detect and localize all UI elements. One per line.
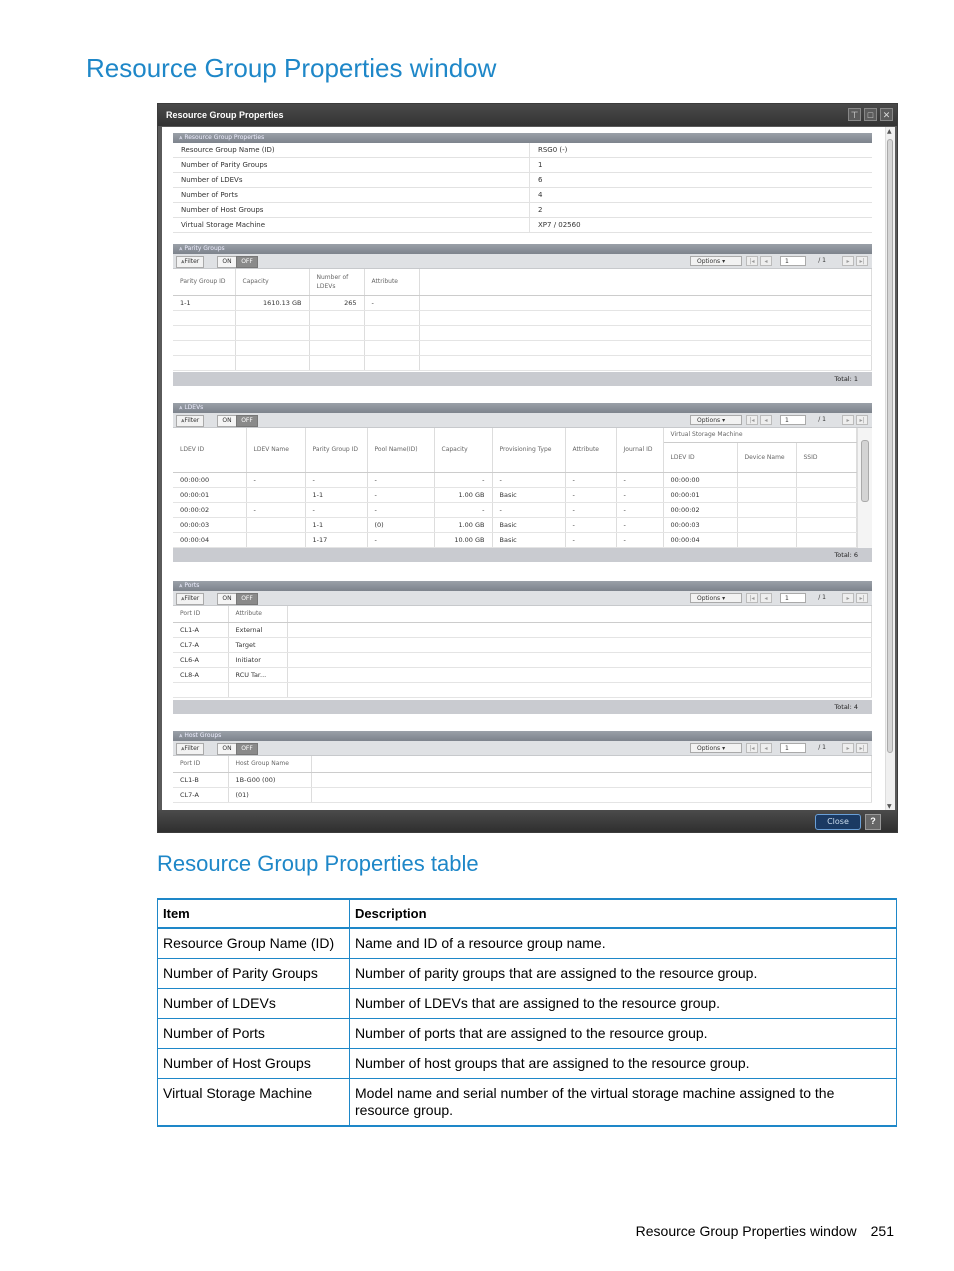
table-cell: - [367, 472, 434, 487]
filter-icon: ⩓ [181, 595, 185, 602]
page-number-input[interactable]: 1 [780, 743, 806, 753]
table-cell: CL1-A [173, 622, 228, 637]
filter-off-toggle[interactable]: OFF [236, 415, 258, 427]
page-number-input[interactable]: 1 [780, 593, 806, 603]
scroll-thumb[interactable] [887, 139, 893, 753]
table-row[interactable] [173, 532, 857, 547]
ldevs-scrollbar[interactable] [857, 428, 872, 548]
options-dropdown[interactable]: Options ▾ [690, 593, 742, 603]
first-page-icon[interactable]: |◂ [746, 415, 758, 425]
table-cell: 00:00:03 [663, 517, 737, 532]
table-row[interactable] [173, 637, 872, 652]
item-cell: Number of LDEVs [158, 989, 350, 1019]
property-value: 6 [530, 173, 873, 188]
window-scrollbar[interactable] [885, 127, 895, 811]
close-icon[interactable]: ✕ [880, 108, 893, 121]
property-row [173, 203, 872, 218]
empty-row [173, 325, 872, 340]
table-cell: - [434, 502, 492, 517]
page-number-input[interactable]: 1 [780, 256, 806, 266]
column-header[interactable]: LDEV Name [246, 428, 305, 472]
filter-button[interactable]: ⩓Filter [176, 256, 204, 268]
page-number-input[interactable]: 1 [780, 415, 806, 425]
column-header[interactable]: Parity Group ID [305, 428, 367, 472]
column-header[interactable]: Port ID [173, 606, 228, 622]
table-cell: Target [228, 637, 287, 652]
filter-off-toggle[interactable]: OFF [236, 593, 258, 605]
scroll-up-icon[interactable]: ▲ [887, 128, 892, 135]
options-dropdown[interactable]: Options ▾ [690, 256, 742, 266]
property-value: 1 [530, 158, 873, 173]
column-header[interactable]: Device Name [737, 442, 796, 472]
properties-description-table [157, 898, 897, 1127]
collapse-icon: ⩓ [179, 582, 183, 589]
filter-button[interactable]: ⩓Filter [176, 415, 204, 427]
table-cell: Basic [492, 532, 565, 547]
filter-on-toggle[interactable]: ON [217, 593, 237, 605]
table-cell: - [367, 532, 434, 547]
parity-groups-table [173, 269, 872, 371]
table-cell: - [616, 487, 663, 502]
column-header[interactable]: Parity Group ID [173, 269, 235, 295]
column-header[interactable]: Number of LDEVs [309, 269, 364, 295]
column-header[interactable]: SSID [796, 442, 857, 472]
page-footer [636, 1223, 894, 1239]
collapse-icon: ⩓ [179, 245, 183, 252]
first-page-icon[interactable]: |◂ [746, 256, 758, 266]
table-cell: - [305, 502, 367, 517]
property-row [173, 173, 872, 188]
next-page-icon[interactable]: ▸ [842, 415, 854, 425]
chevron-down-icon: ▾ [722, 595, 726, 602]
ldevs-table [173, 428, 857, 548]
chevron-down-icon: ▾ [722, 258, 726, 265]
scroll-thumb[interactable] [861, 440, 869, 502]
host-groups-table [173, 756, 872, 803]
table-row [158, 1049, 897, 1079]
column-header[interactable]: Capacity [434, 428, 492, 472]
parity-groups-total: Total: 1 [173, 372, 872, 386]
next-page-icon[interactable]: ▸ [842, 743, 854, 753]
options-dropdown[interactable]: Options ▾ [690, 743, 742, 753]
table-cell [796, 472, 857, 487]
item-cell: Virtual Storage Machine [158, 1079, 350, 1127]
property-label: Number of Ports [173, 188, 530, 203]
table-cell: - [616, 532, 663, 547]
ports-toolbar [173, 591, 872, 606]
table-cell: 00:00:00 [173, 472, 246, 487]
next-page-icon[interactable]: ▸ [842, 593, 854, 603]
table-row [158, 959, 897, 989]
table-cell: 1-17 [305, 532, 367, 547]
table-cell: - [565, 517, 616, 532]
pin-icon[interactable]: ⊤ [848, 108, 861, 121]
filter-button[interactable]: ⩓Filter [176, 593, 204, 605]
collapse-icon: ⩓ [179, 732, 183, 739]
table-cell [737, 502, 796, 517]
table-cell: 00:00:04 [663, 532, 737, 547]
prev-page-icon[interactable]: ◂ [760, 256, 772, 266]
table-cell [246, 532, 305, 547]
description-cell: Model name and serial number of the virtual storage machine assigned to the resource group. [350, 1079, 897, 1127]
table-cell: - [434, 472, 492, 487]
table-cell: 00:00:01 [173, 487, 246, 502]
table-row [158, 1019, 897, 1049]
table-cell: Basic [492, 487, 565, 502]
property-value: XP7 / 02560 [530, 218, 873, 233]
table-row[interactable] [173, 472, 857, 487]
properties-section [173, 133, 872, 233]
table-cell: Basic [492, 517, 565, 532]
table-row [158, 1079, 897, 1127]
table-cell: External [228, 622, 287, 637]
filter-icon: ⩓ [181, 745, 185, 752]
column-header[interactable]: Port ID [173, 756, 228, 772]
table-cell: CL7-A [173, 787, 228, 802]
table-cell: - [616, 517, 663, 532]
ldevs-toolbar [173, 413, 872, 428]
table-cell: (0) [367, 517, 434, 532]
table-cell: - [565, 472, 616, 487]
prev-page-icon[interactable]: ◂ [760, 743, 772, 753]
filter-on-toggle[interactable]: ON [217, 743, 237, 755]
table-cell [311, 772, 872, 787]
property-label: Number of Host Groups [173, 203, 530, 218]
table-cell: - [616, 472, 663, 487]
property-row [173, 218, 872, 233]
page-count: / 1 [818, 744, 826, 751]
column-header[interactable]: Pool Name(ID) [367, 428, 434, 472]
window-title: Resource Group Properties [158, 104, 897, 126]
close-button[interactable]: Close [815, 814, 861, 830]
last-page-icon[interactable]: ▸| [856, 415, 868, 425]
property-row [173, 143, 872, 158]
property-value: 2 [530, 203, 873, 218]
table-cell: CL8-A [173, 667, 228, 682]
ports-total: Total: 4 [173, 700, 872, 714]
page-number: 251 [870, 1223, 894, 1239]
description-cell: Number of host groups that are assigned to the resource group. [350, 1049, 897, 1079]
property-label: Number of Parity Groups [173, 158, 530, 173]
table-cell [737, 487, 796, 502]
window-body [162, 127, 895, 811]
table-cell: CL1-B [173, 772, 228, 787]
description-cell: Number of LDEVs that are assigned to the resource group. [350, 989, 897, 1019]
column-header[interactable]: Provisioning Type [492, 428, 565, 472]
ports-section-header[interactable]: ⩓ Ports [173, 581, 872, 591]
table-cell: 00:00:03 [173, 517, 246, 532]
footer-title: Resource Group Properties window [635, 1223, 857, 1239]
collapse-icon: ⩓ [179, 404, 183, 411]
table-row[interactable] [173, 502, 857, 517]
table-cell: CL6-A [173, 652, 228, 667]
table-cell: CL7-A [173, 637, 228, 652]
column-header-item: Item [158, 899, 350, 928]
options-dropdown[interactable]: Options ▾ [690, 415, 742, 425]
table-cell [287, 652, 872, 667]
filter-on-toggle[interactable]: ON [217, 415, 237, 427]
description-cell: Name and ID of a resource group name. [350, 928, 897, 959]
table-cell: 00:00:00 [663, 472, 737, 487]
host-groups-section [173, 731, 872, 803]
help-button[interactable]: ? [865, 814, 881, 830]
table-cell: - [246, 502, 305, 517]
column-header[interactable]: LDEV ID [663, 442, 737, 472]
table-cell: 10.00 GB [434, 532, 492, 547]
empty-row [173, 340, 872, 355]
table-row[interactable] [173, 667, 872, 682]
table-cell [246, 517, 305, 532]
prev-page-icon[interactable]: ◂ [760, 415, 772, 425]
collapse-icon: ⩓ [179, 134, 183, 141]
table-heading: Resource Group Properties table [157, 851, 479, 876]
table-cell [287, 682, 872, 697]
ldevs-total: Total: 6 [173, 548, 872, 562]
parity-groups-section-header[interactable]: ⩓ Parity Groups [173, 244, 872, 254]
properties-table [173, 143, 872, 233]
first-page-icon[interactable]: |◂ [746, 593, 758, 603]
empty-row [173, 355, 872, 370]
table-cell [796, 517, 857, 532]
filter-icon: ⩓ [181, 258, 185, 265]
property-label: Resource Group Name (ID) [173, 143, 530, 158]
item-cell: Number of Host Groups [158, 1049, 350, 1079]
table-row[interactable] [173, 517, 857, 532]
parity-groups-section [173, 244, 872, 386]
table-cell [287, 637, 872, 652]
table-cell [796, 502, 857, 517]
properties-section-header[interactable]: ⩓ Resource Group Properties [173, 133, 872, 143]
description-cell: Number of ports that are assigned to the resource group. [350, 1019, 897, 1049]
ports-section [173, 581, 872, 714]
table-cell: - [492, 502, 565, 517]
table-cell: 1B-G00 (00) [228, 772, 311, 787]
chevron-down-icon: ▾ [722, 745, 726, 752]
maximize-icon[interactable]: □ [864, 108, 877, 121]
table-cell: - [367, 487, 434, 502]
table-row[interactable] [173, 622, 872, 637]
property-row [173, 158, 872, 173]
host-groups-section-header[interactable]: ⩓ Host Groups [173, 731, 872, 741]
column-header[interactable]: LDEV ID [173, 428, 246, 472]
table-cell: 00:00:02 [663, 502, 737, 517]
first-page-icon[interactable]: |◂ [746, 743, 758, 753]
property-value: RSG0 (-) [530, 143, 873, 158]
table-cell: 1.00 GB [434, 487, 492, 502]
table-cell: - [565, 502, 616, 517]
table-cell [311, 787, 872, 802]
table-cell [228, 682, 287, 697]
table-cell: - [565, 532, 616, 547]
column-header[interactable]: Attribute [565, 428, 616, 472]
property-label: Number of LDEVs [173, 173, 530, 188]
column-header[interactable]: Capacity [235, 269, 309, 295]
table-cell: - [367, 502, 434, 517]
filter-button[interactable]: ⩓Filter [176, 743, 204, 755]
column-header[interactable]: Journal ID [616, 428, 663, 472]
table-row[interactable] [173, 487, 857, 502]
column-group-header: Virtual Storage Machine [663, 428, 857, 442]
table-cell [246, 487, 305, 502]
table-cell [737, 532, 796, 547]
table-cell: - [565, 487, 616, 502]
resource-group-properties-window [157, 103, 898, 833]
table-row [158, 989, 897, 1019]
table-cell [173, 682, 228, 697]
table-cell: Initiator [228, 652, 287, 667]
item-cell: Number of Parity Groups [158, 959, 350, 989]
table-cell [796, 487, 857, 502]
ldevs-section [173, 403, 872, 562]
prev-page-icon[interactable]: ◂ [760, 593, 772, 603]
filter-off-toggle[interactable]: OFF [236, 256, 258, 268]
last-page-icon[interactable]: ▸| [856, 743, 868, 753]
table-cell: - [616, 502, 663, 517]
page-heading: Resource Group Properties window [86, 53, 497, 83]
table-row [158, 928, 897, 959]
page-count: / 1 [818, 594, 826, 601]
table-cell: 00:00:02 [173, 502, 246, 517]
window-footer [158, 810, 897, 832]
parity-groups-toolbar [173, 254, 872, 269]
table-cell: - [492, 472, 565, 487]
table-cell: 1.00 GB [434, 517, 492, 532]
filter-icon: ⩓ [181, 417, 185, 424]
table-row[interactable] [173, 787, 872, 802]
table-cell: 00:00:01 [663, 487, 737, 502]
property-row [173, 188, 872, 203]
ports-table [173, 606, 872, 698]
table-cell [737, 517, 796, 532]
table-row[interactable] [173, 652, 872, 667]
scroll-down-icon[interactable]: ▼ [887, 803, 892, 810]
property-value: 4 [530, 188, 873, 203]
table-row[interactable]: 1-1 1610.13 GB 265 - [173, 295, 872, 310]
item-cell: Resource Group Name (ID) [158, 928, 350, 959]
table-cell: 1-1 [305, 517, 367, 532]
chevron-down-icon: ▾ [722, 417, 726, 424]
table-cell: - [305, 472, 367, 487]
table-cell: 1-1 [305, 487, 367, 502]
table-cell [737, 472, 796, 487]
filter-on-toggle[interactable]: ON [217, 256, 237, 268]
last-page-icon[interactable]: ▸| [856, 256, 868, 266]
table-cell: RCU Tar... [228, 667, 287, 682]
table-cell: (01) [228, 787, 311, 802]
empty-row [173, 310, 872, 325]
last-page-icon[interactable]: ▸| [856, 593, 868, 603]
next-page-icon[interactable]: ▸ [842, 256, 854, 266]
item-cell: Number of Ports [158, 1019, 350, 1049]
table-cell [287, 622, 872, 637]
host-groups-toolbar [173, 741, 872, 756]
column-header[interactable]: Host Group Name [228, 756, 311, 772]
ldevs-section-header[interactable]: ⩓ LDEVs [173, 403, 872, 413]
table-cell: 00:00:04 [173, 532, 246, 547]
property-label: Virtual Storage Machine [173, 218, 530, 233]
column-header[interactable]: Attribute [228, 606, 287, 622]
table-cell: - [246, 472, 305, 487]
description-cell: Number of parity groups that are assigned to the resource group. [350, 959, 897, 989]
page-count: / 1 [818, 257, 826, 264]
column-header[interactable]: Attribute [364, 269, 419, 295]
filter-off-toggle[interactable]: OFF [236, 743, 258, 755]
table-cell [287, 667, 872, 682]
page-count: / 1 [818, 416, 826, 423]
column-header-description: Description [350, 899, 897, 928]
empty-row [173, 682, 872, 697]
table-row[interactable] [173, 772, 872, 787]
table-cell [796, 532, 857, 547]
